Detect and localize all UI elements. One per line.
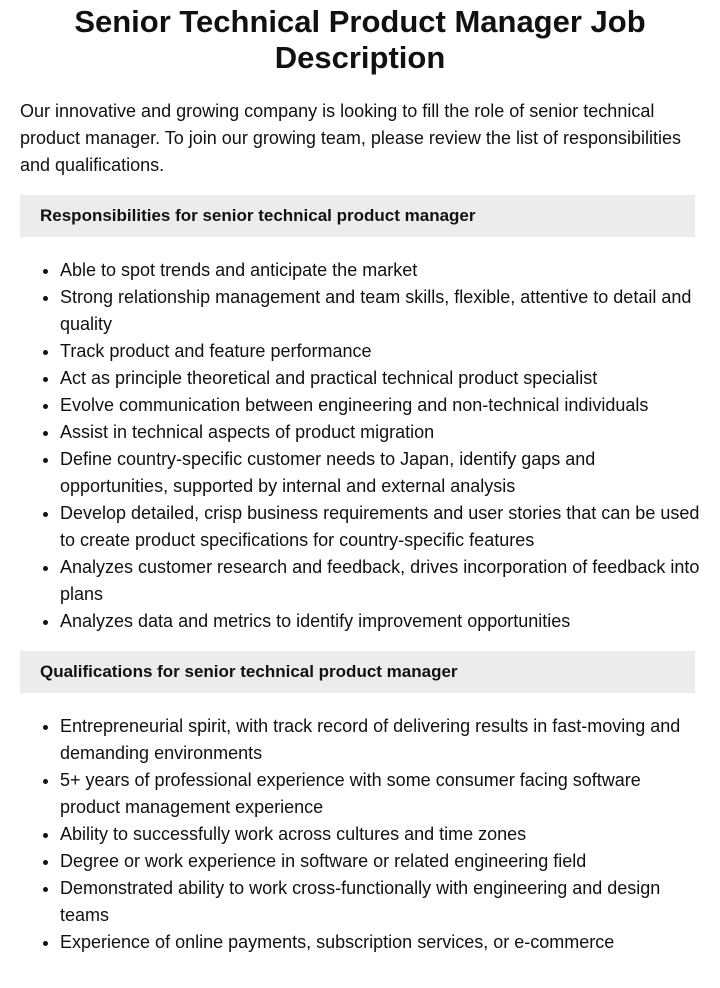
list-item: • Experience of online payments, subscription services, or e-commerce	[60, 929, 700, 956]
list-item: • Analyzes customer research and feedback, drives incorporation of feedback into plans	[60, 554, 700, 608]
list-item: • 5+ years of professional experience with some consumer facing software product management experience	[60, 767, 700, 821]
list-item: • Develop detailed, crisp business requirements and user stories that can be used to create product specifications for country-specific features	[60, 500, 700, 554]
list-item: • Analyzes data and metrics to identify improvement opportunities	[60, 608, 700, 635]
list-item: • Act as principle theoretical and practical technical product specialist	[60, 365, 700, 392]
qualifications-heading: Qualifications for senior technical product manager	[20, 651, 695, 693]
list-item: • Entrepreneurial spirit, with track record of delivering results in fast-moving and demanding environments	[60, 713, 700, 767]
page-title: Senior Technical Product Manager Job Description	[74, 4, 646, 75]
list-item: • Strong relationship management and team skills, flexible, attentive to detail and quality	[60, 284, 700, 338]
list-item: • Evolve communication between engineering and non-technical individuals	[60, 392, 700, 419]
list-item: • Assist in technical aspects of product migration	[60, 419, 700, 446]
list-item: • Define country-specific customer needs to Japan, identify gaps and opportunities, supported by internal and external analysis	[60, 446, 700, 500]
list-item: • Ability to successfully work across cultures and time zones	[60, 821, 700, 848]
qualifications-list	[0, 713, 700, 956]
responsibilities-list	[0, 257, 700, 635]
list-item: • Able to spot trends and anticipate the market	[60, 257, 700, 284]
intro-text: Our innovative and growing company is looking to fill the role of senior technical product manager. To join our growing team, please review the list of responsibilities and qualifications.	[20, 101, 682, 175]
responsibilities-heading: Responsibilities for senior technical product manager	[20, 195, 695, 237]
list-item: • Degree or work experience in software or related engineering field	[60, 848, 700, 875]
list-item: • Track product and feature performance	[60, 338, 700, 365]
list-item: • Demonstrated ability to work cross-functionally with engineering and design teams	[60, 875, 700, 929]
